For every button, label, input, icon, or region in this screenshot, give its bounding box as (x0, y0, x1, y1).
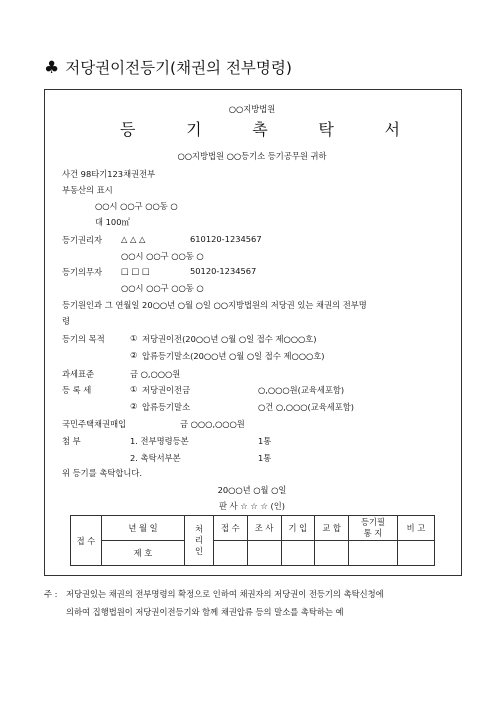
attachment-1: 1. 전부명령등본 (130, 436, 189, 446)
obligor-address: ○○시 ○○구 ○○동 ○ (121, 283, 204, 293)
processor-header (185, 516, 214, 566)
recipient: ○○지방법원 ○○등기소 등기공무원 귀하 (177, 151, 327, 161)
notice-line: 통 지 (363, 528, 383, 538)
notice-cell (349, 541, 398, 566)
receipt-cell (214, 541, 248, 566)
note-line-2: 의하여 집행법원이 저당권이전등기와 함께 채권압류 등의 말소를 촉탁하는 예 (66, 607, 344, 617)
housing-bond-value: 금 ○○○,○○○원 (180, 419, 245, 429)
receipt-col-header: 접 수 (214, 516, 248, 541)
attachment-2-qty: 1통 (258, 453, 272, 463)
rightholder-id: 610120-1234567 (190, 234, 262, 244)
document-date: 20○○년 ○월 ○일 (217, 485, 287, 495)
purpose-1-number: ① (130, 333, 138, 343)
property-label: 부동산의 표시 (62, 185, 113, 195)
processor-char: 처 (194, 524, 203, 534)
entry-cell (281, 541, 315, 566)
remarks-cell (398, 541, 435, 566)
cause-line-1: 등기원인과 그 연월일 20○○년 ○월 ○일 ○○지방법원의 저당권 있는 채권의 전부명 (62, 300, 367, 310)
property-area: 대 100㎡ (95, 217, 130, 227)
page-title (44, 56, 292, 78)
cause-line-2: 령 (62, 316, 71, 326)
document-title (120, 117, 400, 140)
rightholder-name: △ △ △ (121, 234, 146, 244)
doc-title-char: 촉 (252, 120, 268, 139)
reg-tax-2-value: ○건 ○,○○○(교육세포함) (258, 402, 355, 412)
purpose-2: 압류등기말소(20○○년 ○월 ○일 접수 제○○○호) (142, 351, 325, 361)
tax-base-value: 금 ○,○○○원 (130, 369, 181, 379)
receipt-label: 접 수 (71, 516, 102, 566)
doc-title-char: 기 (186, 120, 202, 139)
reg-tax-1-value: ○,○○○원(교육세포함) (258, 385, 345, 395)
remarks-col-header: 비 고 (398, 516, 435, 541)
attachments-label: 첨 부 (62, 436, 81, 446)
date-header: 년 월 일 (102, 516, 185, 541)
investigation-col-header: 조 사 (247, 516, 281, 541)
notice-col-header (349, 516, 398, 541)
processor-char: 리 (194, 535, 203, 545)
registration-tax-label: 등 록 세 (62, 385, 92, 395)
tax-base-label: 과세표준 (62, 369, 95, 379)
court-name: ○○지방법원 (228, 104, 276, 114)
note-line-1: 저당권있는 채권의 전부명령의 확정으로 인하여 채권자의 저당권이 전등기의 촉탁신청에 (66, 589, 384, 599)
purpose-2-number: ② (130, 350, 138, 360)
number-header: 제 호 (102, 541, 185, 566)
obligor-id: 50120-1234567 (190, 266, 257, 276)
rightholder-label: 등기권리자 (62, 235, 103, 245)
reg-tax-1-number: ① (130, 384, 138, 394)
investigation-cell (247, 541, 281, 566)
page-title-text: 저당권이전등기(채권의 전부명령) (65, 59, 292, 77)
doc-title-char: 탁 (318, 120, 334, 139)
reg-tax-1-label: 저당권이전금 (142, 385, 191, 395)
purpose-label: 등기의 목적 (62, 334, 105, 344)
housing-bond-label: 국민주택채권매입 (62, 419, 127, 429)
notice-line: 등기필 (360, 517, 386, 527)
entry-col-header: 기 입 (281, 516, 315, 541)
rightholder-address: ○○시 ○○구 ○○동 ○ (121, 251, 204, 261)
processor-char: 인 (194, 546, 203, 556)
obligor-name: □ □ □ (121, 266, 150, 276)
reg-tax-2-number: ② (130, 401, 138, 411)
doc-title-char: 서 (384, 120, 400, 139)
obligor-label: 등기의무자 (62, 267, 103, 277)
collation-cell (315, 541, 349, 566)
closing-statement: 위 등기를 촉탁합니다. (62, 468, 143, 478)
property-address: ○○시 ○○구 ○○동 ○ (95, 201, 178, 211)
attachment-2: 2. 촉탁서부본 (130, 453, 181, 463)
note-prefix: 주 : (44, 589, 58, 599)
purpose-1: 저당권이전(20○○년 ○월 ○일 접수 제○○○호) (142, 334, 317, 344)
reg-tax-2-label: 압류등기말소 (142, 402, 191, 412)
attachment-1-qty: 1통 (258, 436, 272, 446)
receipt-record-table (70, 515, 435, 566)
doc-title-char: 등 (120, 120, 136, 139)
collation-col-header: 교 합 (315, 516, 349, 541)
judge-signature: 판 사 ☆ ☆ ☆ (인) (218, 501, 286, 511)
case-number: 사건 98타기123채권전부 (62, 169, 156, 179)
club-suit-icon: ♣ (44, 58, 60, 78)
